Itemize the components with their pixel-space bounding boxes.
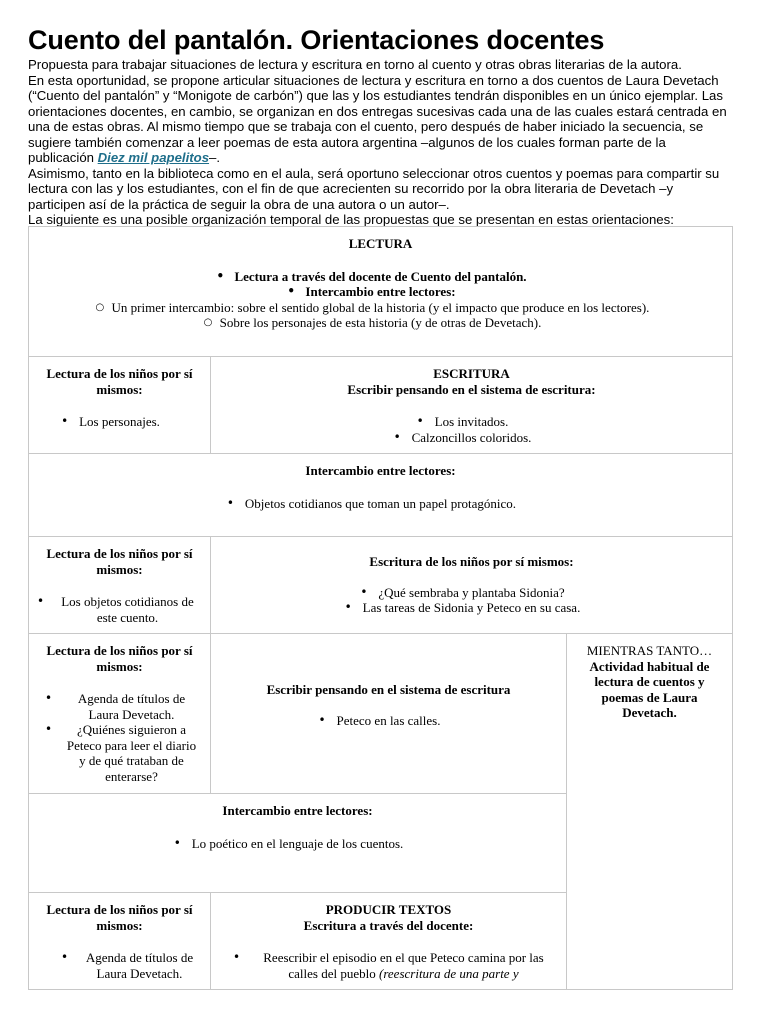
intro-paragraph-2 xyxy=(28,73,732,166)
list-item-italic-text: (reescritura de una parte y xyxy=(379,965,519,981)
intercambio-heading: Intercambio entre lectores: xyxy=(222,803,373,818)
list-item: • ¿Quiénes siguieron a Peteco para leer el diario y de qué trataban de enterarse? xyxy=(63,722,200,784)
list-item: • Lo poético en el lenguaje de los cuentos. xyxy=(192,836,404,852)
list-item: • Lectura a través del docente de Cuento del pantalón. xyxy=(234,269,526,285)
list-item: ○ Un primer intercambio: sobre el sentido global de la historia (y el impacto que produce en los lectores). xyxy=(112,300,650,316)
list-item: • Las tareas de Sidonia y Peteco en su casa. xyxy=(363,600,581,616)
table-row-intercambio-1 xyxy=(29,454,733,537)
document-page xyxy=(28,24,732,228)
lectura-ninos-heading: Lectura de los niños por sí mismos: xyxy=(46,366,193,397)
document-title: Cuento del pantalón. Orientaciones docentes xyxy=(28,25,605,55)
escritura-ninos-heading: Escritura de los niños por sí mismos: xyxy=(369,554,574,569)
list-item xyxy=(251,950,556,981)
lectura-ninos-cell xyxy=(29,634,211,794)
intercambio-cell xyxy=(29,794,567,893)
sistema-escritura-heading: Escribir pensando en el sistema de escritura xyxy=(266,682,511,697)
lectura-list xyxy=(39,269,722,331)
list-item: • Intercambio entre lectores: xyxy=(305,284,455,300)
list-item: • Los objetos cotidianos de este cuento. xyxy=(55,594,200,625)
escritura-heading: ESCRITURA xyxy=(433,366,510,381)
lectura-ninos-heading: Lectura de los niños por sí mismos: xyxy=(46,902,193,933)
lectura-ninos-heading: Lectura de los niños por sí mismos: xyxy=(46,546,193,577)
table-row-lectura xyxy=(29,227,733,357)
list-item: • Los invitados. xyxy=(435,414,509,430)
list-item: • Agenda de títulos de Laura Devetach. xyxy=(63,691,200,722)
table-row-agenda xyxy=(29,634,733,794)
intro-paragraph-4: La siguiente es una posible organización temporal de las propuestas que se presentan en estas orientaciones: xyxy=(28,212,674,227)
intro-paragraph-2-text: En esta oportunidad, se propone articular situaciones de lectura y escritura en torno a dos cuentos de Laura Devetach (“Cuento del pantalón” y “Monigote de carbón”) que las y los estudiantes tendrán disponibles en un único ejemplar. Las orientaciones docentes, en cambio, se organizan en dos entregas sucesivas cada una de las cuales estará centrada en una de estas obras. Al mismo tiempo que se trabaja con el cuento, pero después de haber iniciado la secuencia, se sugiere también comenzar a leer poemas de esta autora argentina –algunos de los cuales forman parte de la publicación xyxy=(28,72,727,165)
list-item: • Los personajes. xyxy=(79,414,160,430)
intro-paragraph-2-end: –. xyxy=(209,150,221,165)
diez-mil-papelitos-link[interactable]: Diez mil papelitos xyxy=(97,150,210,165)
list-item: ○ Sobre los personajes de esta historia (y de otras de Devetach). xyxy=(220,315,542,331)
intro-paragraph-1: Propuesta para trabajar situaciones de lectura y escritura en torno al cuento y otras obras literarias de la autora. xyxy=(28,57,682,72)
lectura-ninos-cell xyxy=(29,537,211,634)
intercambio-heading: Intercambio entre lectores: xyxy=(305,463,456,478)
lectura-ninos-heading: Lectura de los niños por sí mismos: xyxy=(46,643,193,674)
escritura-subheading: Escribir pensando en el sistema de escritura: xyxy=(347,381,596,397)
mientras-tanto-heading: MIENTRAS TANTO… xyxy=(586,643,713,658)
lectura-cell xyxy=(29,227,733,357)
list-item-text: Reescribir el episodio en el que Peteco camina por las calles del pueblo xyxy=(263,950,544,981)
list-item: • Calzoncillos coloridos. xyxy=(412,430,532,446)
escritura-cell xyxy=(211,357,733,454)
list-item: • Peteco en las calles. xyxy=(337,713,441,729)
escritura-ninos-cell xyxy=(211,537,733,634)
table-row-escritura xyxy=(29,357,733,454)
list-item: • ¿Qué sembraba y plantaba Sidonia? xyxy=(378,585,564,601)
list-item: • Agenda de títulos de Laura Devetach. xyxy=(79,950,200,981)
mientras-tanto-cell xyxy=(567,634,733,990)
lectura-ninos-cell xyxy=(29,357,211,454)
mientras-tanto-text: Actividad habitual de lectura de cuentos y poemas de Laura Devetach. xyxy=(589,658,710,720)
schedule-table xyxy=(28,226,733,990)
producir-textos-heading: PRODUCIR TEXTOS xyxy=(325,902,452,917)
sistema-escritura-cell xyxy=(211,634,567,794)
lectura-heading: LECTURA xyxy=(348,236,413,251)
table-row-objetos xyxy=(29,537,733,634)
producir-textos-cell xyxy=(211,893,567,990)
intercambio-cell xyxy=(29,454,733,537)
list-item: • Objetos cotidianos que toman un papel protagónico. xyxy=(245,496,516,512)
intro-paragraph-3: Asimismo, tanto en la biblioteca como en el aula, será oportuno seleccionar otros cuentos y poemas para compartir su lectura con las y los estudiantes, con el fin de que acrecienten su recorrido por la obra literaria de Devetach –y participen así de la práctica de seguir la obra de una autora o un autor–. xyxy=(28,165,720,212)
lectura-ninos-cell xyxy=(29,893,211,990)
producir-textos-subheading: Escritura a través del docente: xyxy=(303,917,474,933)
